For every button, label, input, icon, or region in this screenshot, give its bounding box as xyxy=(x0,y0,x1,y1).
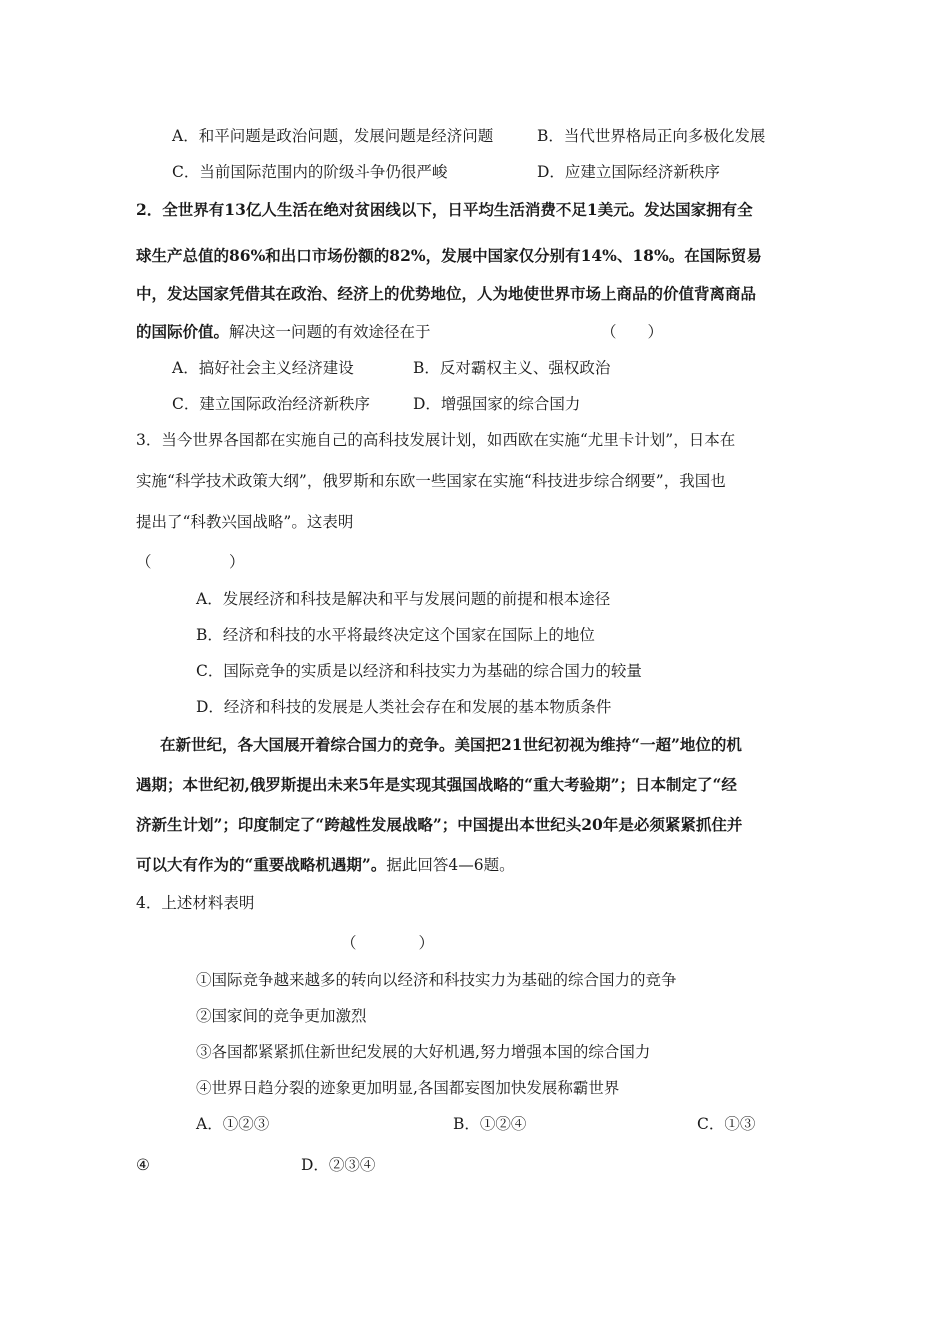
material-line1: 在新世纪，各大国展开着综合国力的竞争。美国把21世纪初视为维持“一超”地位的机 xyxy=(160,735,742,754)
material-line4 xyxy=(136,855,515,875)
q2-stem-line4 xyxy=(136,322,431,342)
q3-answer-paren: （ ） xyxy=(136,553,245,571)
q1-option-b: B．当代世界格局正向多极化发展 xyxy=(537,127,766,145)
q4-statement-4: ④世界日趋分裂的迹象更加明显,各国都妄图加快发展称霸世界 xyxy=(196,1079,620,1097)
q4-option-c-wrap: ④ xyxy=(136,1156,150,1174)
q4-stem: 4．上述材料表明 xyxy=(136,894,255,912)
q3-option-a: A．发展经济和科技是解决和平与发展问题的前提和根本途径 xyxy=(196,590,611,608)
q3-option-d: D．经济和科技的发展是人类社会存在和发展的基本物质条件 xyxy=(196,698,612,716)
q1-option-d: D．应建立国际经济新秩序 xyxy=(537,163,720,181)
q2-option-b: B．反对霸权主义、强权政治 xyxy=(413,359,611,377)
q3-stem-line3: 提出了“科教兴国战略”。这表明 xyxy=(136,513,354,531)
q2-stem-line1: 2．全世界有13亿人生活在绝对贫困线以下，日平均生活消费不足1美元。发达国家拥有全 xyxy=(136,200,753,219)
material-line4-rest: 据此回答4—6题。 xyxy=(386,856,515,874)
q2-stem-line4-rest: 解决这一问题的有效途径在于 xyxy=(229,323,431,341)
q4-option-a: A．①②③ xyxy=(196,1115,270,1133)
q2-stem-line3: 中，发达国家凭借其在政治、经济上的优势地位，人为地使世界市场上商品的价值背离商品 xyxy=(136,284,757,303)
q4-answer-paren: （ ） xyxy=(341,934,435,952)
material-line3: 济新生计划”；印度制定了“跨越性发展战略”；中国提出本世纪头20年是必须紧紧抓住并 xyxy=(136,815,743,834)
q4-option-d: D．②③④ xyxy=(301,1156,376,1174)
q3-option-b: B．经济和科技的水平将最终决定这个国家在国际上的地位 xyxy=(196,626,595,644)
q2-option-d: D．增强国家的综合国力 xyxy=(413,395,581,413)
material-line2: 遇期；本世纪初,俄罗斯提出未来5年是实现其强国战略的“重大考验期”；日本制定了“经 xyxy=(136,775,737,794)
q2-stem-line2: 球生产总值的86%和出口市场份额的82%，发展中国家仅分别有14%、18%。在国际贸易 xyxy=(136,246,762,265)
q3-option-c: C．国际竞争的实质是以经济和科技实力为基础的综合国力的较量 xyxy=(196,662,642,680)
q4-statement-3: ③各国都紧紧抓住新世纪发展的大好机遇,努力增强本国的综合国力 xyxy=(196,1043,651,1061)
q4-statement-2: ②国家间的竞争更加激烈 xyxy=(196,1007,367,1025)
q4-option-c: C．①③ xyxy=(697,1115,756,1133)
q3-stem-line1: 3．当今世界各国都在实施自己的高科技发展计划，如西欧在实施“尤里卡计划”，日本在 xyxy=(136,431,736,449)
q2-option-c: C．建立国际政治经济新秩序 xyxy=(172,395,370,413)
q1-option-a: A．和平问题是政治问题，发展问题是经济问题 xyxy=(172,127,494,145)
q2-answer-paren: （ ） xyxy=(601,323,664,341)
q2-stem-line4-bold: 的国际价值。 xyxy=(136,322,230,341)
q3-stem-line2: 实施“科学技术政策大纲”，俄罗斯和东欧一些国家在实施“科技进步综合纲要”，我国也 xyxy=(136,472,726,490)
q1-option-c: C．当前国际范围内的阶级斗争仍很严峻 xyxy=(172,163,448,181)
q4-statement-1: ①国际竞争越来越多的转向以经济和科技实力为基础的综合国力的竞争 xyxy=(196,971,677,989)
q4-option-b: B．①②④ xyxy=(453,1115,527,1133)
q2-option-a: A．搞好社会主义经济建设 xyxy=(172,359,354,377)
material-line4-bold: 可以大有作为的“重要战略机遇期”。 xyxy=(136,855,387,874)
